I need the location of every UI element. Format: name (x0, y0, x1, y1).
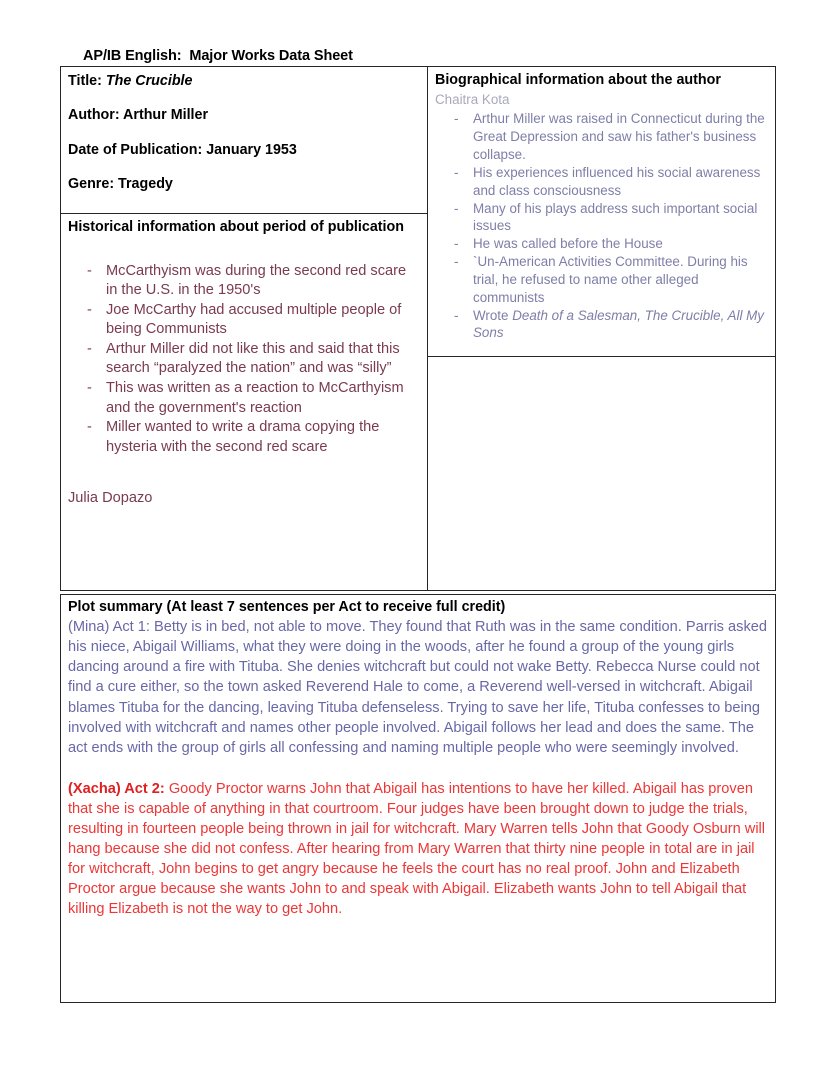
plot-summary-heading: Plot summary (At least 7 sentences per Act to receive full credit) (68, 599, 506, 615)
spacer (68, 160, 420, 174)
empty-cell (428, 357, 775, 590)
list-item: - Arthur Miller did not like this and said that this search “paralyzed the nation” and was “silly” (68, 340, 420, 379)
title-value: The Crucible (105, 73, 193, 89)
right-column (428, 67, 775, 590)
historical-heading: Historical information about period of publication (68, 219, 404, 235)
list-item: - Miller wanted to write a drama copying the hysteria with the second red scare (68, 418, 420, 457)
list-item: - He was called before the House (435, 235, 768, 253)
list-item: - `Un-American Activities Committee. During his trial, he refused to name other alleged communists (435, 253, 768, 306)
spacer (68, 238, 420, 262)
plot-summary-act2-paragraph (68, 779, 768, 919)
plot-summary-act1-paragraph: (Mina) Act 1: Betty is in bed, not able to move. They found that Ruth was in the same condition. Parris asked his niece, Abigail Williams, what they were doing in the woods, after he found a group of the young girls dancing around a fire with Tituba. She denies witchcraft but could not wake Betty. Rebecca Nurse could not find a cure either, so the town asked Reverend Hale to come, a Reverend well-versed in witchcraft. Abigail blames Tituba for the dancing, leaving Tituba defenseless. Trying to save her life, Tituba confesses to being involved with witchcraft and names other people involved. Abigail follows her lead and does the same. The act ends with the group of girls all confessing and naming multiple people who were seemingly involved. (68, 619, 767, 756)
spacer (68, 126, 420, 140)
spacer (68, 91, 420, 105)
list-item: - Arthur Miller was raised in Connecticut during the Great Depression and saw his father's business collapse. (435, 110, 768, 163)
biographical-bullet-list (435, 110, 768, 342)
author-line: Author: Arthur Miller (68, 107, 209, 124)
list-item: - McCarthyism was during the second red scare in the U.S. in the 1950's (68, 262, 420, 301)
act2-body-text: Goody Proctor warns John that Abigail has intentions to have her killed. Abigail has proven that she is capable of anything in that courtroom. Four judges have been brought down to judge the trials, resulting in fourteen people being thrown in jail for witchcraft. Mary Warren tells John that Goody Osburn will hang because she did not confess. After hearing from Mary Warren that thirty nine people in total are in jail for witchcraft, John begins to get angry because he feels the court has no real proof. John and Elizabeth Proctor argue because she wants John to and speak with Abigail. Elizabeth wants John to tell Abigail that killing Elizabeth is not the way to get John. (68, 780, 766, 918)
left-column (61, 67, 428, 590)
title-label: Title: (68, 73, 102, 89)
plot-summary-table (60, 594, 776, 1003)
historical-contributor-signature: Julia Dopazo (68, 490, 153, 507)
list-item-works (435, 307, 768, 343)
historical-bullet-list (68, 262, 420, 457)
title-block-cell (61, 67, 427, 214)
genre-line: Genre: Tragedy (68, 175, 173, 192)
document-header: AP/IB English: Major Works Data Sheet (83, 48, 353, 64)
list-item: - This was written as a reaction to McCarthyism and the government's reaction (68, 379, 420, 418)
list-item: - Many of his plays address such important social issues (435, 200, 768, 236)
act2-lead-label: (Xacha) Act 2: (68, 780, 165, 797)
wrote-titles: Death of a Salesman, The Crucible, All My Sons (473, 307, 765, 341)
wrote-prefix: Wrote (473, 307, 513, 323)
biographical-contributor-name: Chaitra Kota (435, 91, 510, 107)
title-line (68, 71, 420, 91)
list-item: - His experiences influenced his social awareness and class consciousness (435, 164, 768, 200)
biographical-heading: Biographical information about the author (435, 72, 721, 88)
historical-information-cell (61, 214, 427, 590)
biographical-information-cell (428, 67, 775, 357)
upper-table (60, 66, 776, 591)
list-item: - Joe McCarthy had accused multiple people of being Communists (68, 301, 420, 340)
date-of-publication-line: Date of Publication: January 1953 (68, 141, 297, 158)
